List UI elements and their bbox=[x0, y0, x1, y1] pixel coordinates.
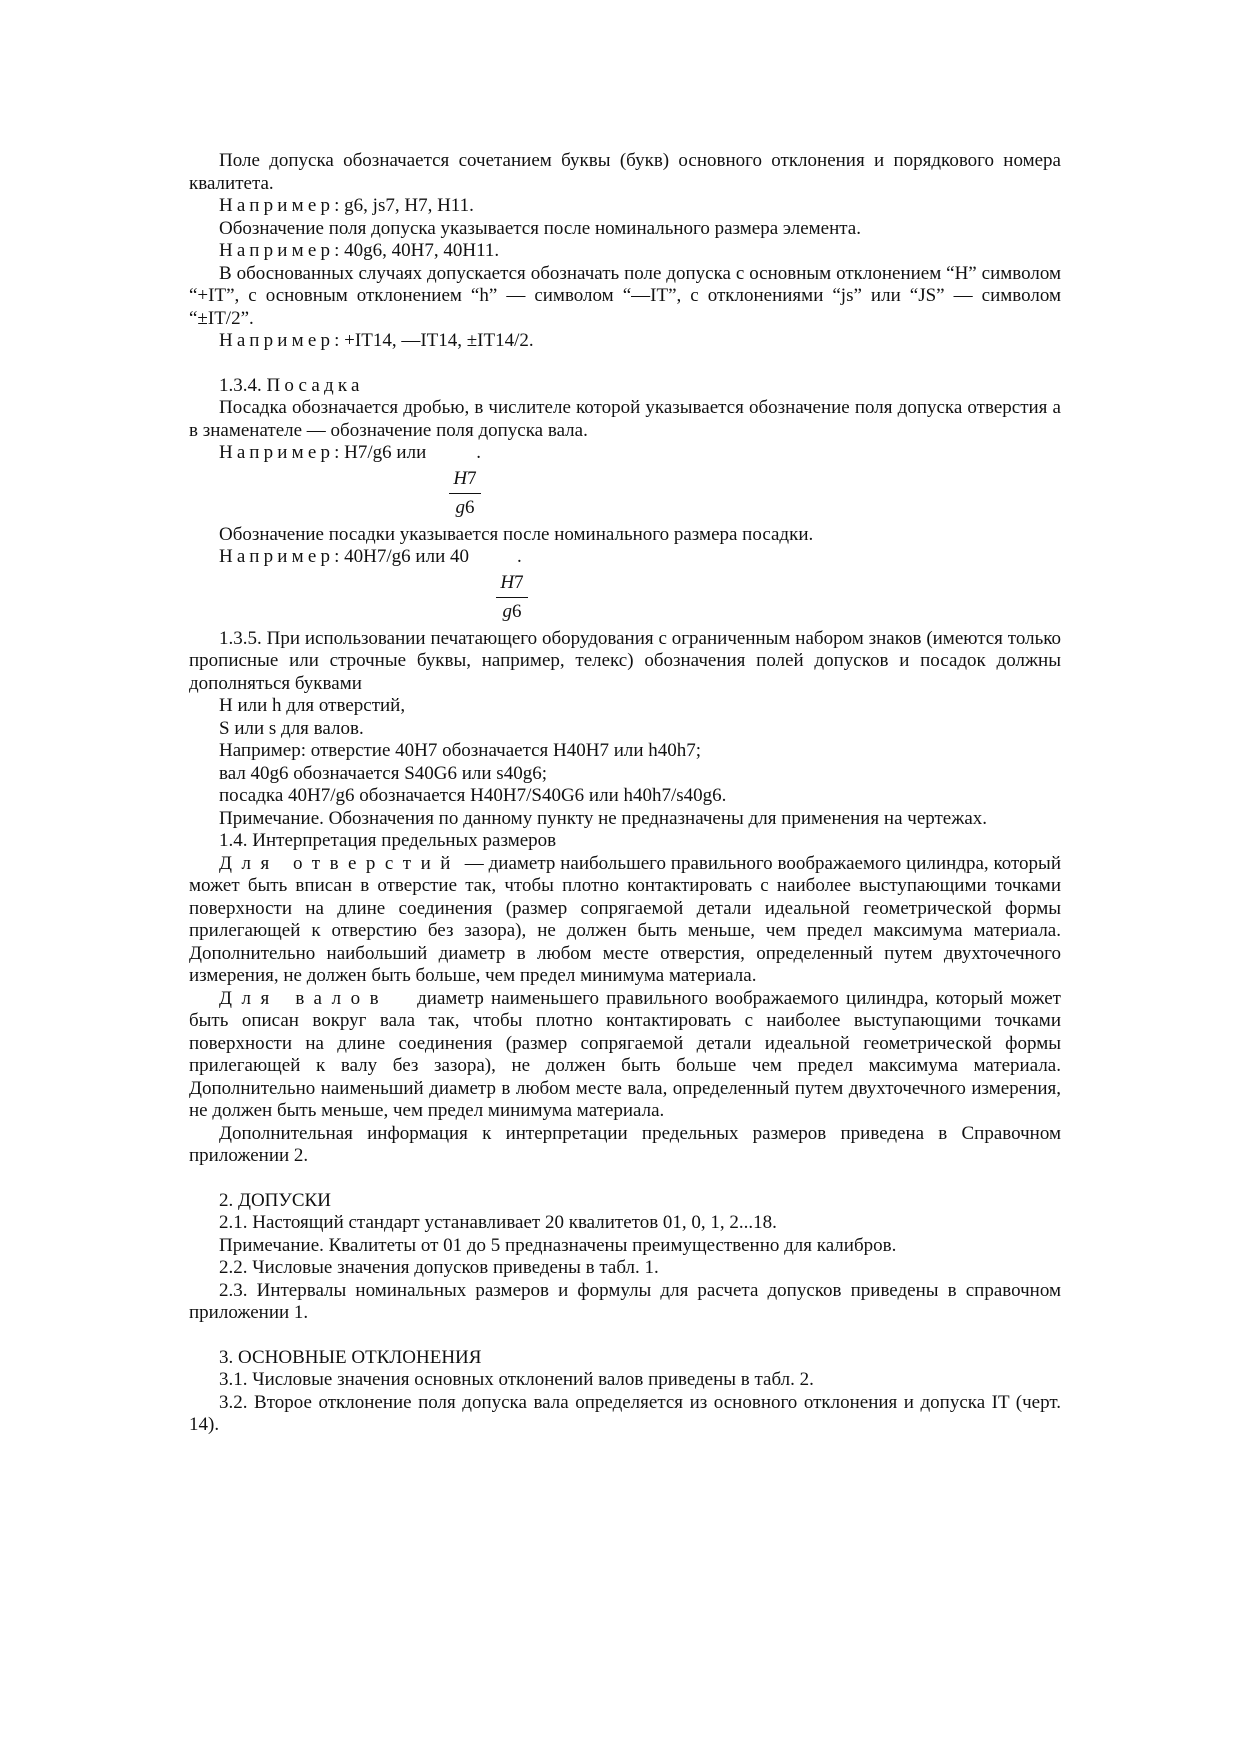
example-label: Например bbox=[219, 195, 335, 216]
paragraph-3-2: 3.2. Второе отклонение поля допуска вала определяется из основного отклонения и допуска IT (черт. 14). bbox=[189, 1391, 1061, 1435]
example-end: . bbox=[476, 442, 481, 463]
note: Примечание. Квалитеты от 01 до 5 предназначены преимущественно для калибров. bbox=[219, 1234, 897, 1256]
example-text: : 40H7/g6 или 40 bbox=[334, 546, 469, 567]
paragraph-additional-info: Дополнительная информация к интерпретации предельных размеров приведена в Справочном приложении 2. bbox=[189, 1122, 1061, 1166]
example-label: Например bbox=[219, 330, 335, 351]
paragraph-shafts bbox=[189, 988, 1061, 1123]
paragraph-2-1: 2.1. Настоящий стандарт устанавливает 20 квалитетов 01, 0, 1, 2...18. bbox=[219, 1212, 777, 1233]
list-item: Например: отверстие 40H7 обозначается H40H7 или h40h7; bbox=[219, 740, 702, 761]
example-line bbox=[189, 195, 1061, 218]
example-end: . bbox=[517, 546, 522, 567]
fraction-row bbox=[189, 465, 1061, 521]
example-line bbox=[189, 442, 1061, 465]
fit-fraction: H7 g6 bbox=[495, 569, 529, 626]
paragraph-2-3: 2.3. Интервалы номинальных размеров и формулы для расчета допусков приведены в справочном приложении 1. bbox=[189, 1279, 1061, 1323]
fraction-row bbox=[189, 569, 1061, 625]
shafts-label: Для валов bbox=[219, 987, 389, 1009]
paragraph-3-1: 3.1. Числовые значения основных отклонений валов приведены в табл. 2. bbox=[219, 1369, 814, 1390]
holes-label: Для отверстий bbox=[219, 852, 460, 874]
paragraph-fit-definition: Посадка обозначается дробью, в числителе которой указывается обозначение поля допуска отверстия а в знаменателе — обозначение поля допуска вала. bbox=[189, 397, 1061, 441]
paragraph-tolerance-field-definition: Поле допуска обозначается сочетанием буквы (букв) основного отклонения и порядкового номера квалитета. bbox=[189, 150, 1061, 194]
example-text: : 40g6, 40H7, 40H11. bbox=[334, 240, 500, 261]
list-item: H или h для отверстий, bbox=[219, 695, 406, 716]
paragraph-fit-position: Обозначение посадки указывается после номинального размера посадки. bbox=[219, 523, 814, 545]
section-title: Посадка bbox=[266, 374, 364, 396]
list-item: S или s для валов. bbox=[219, 717, 364, 739]
paragraph-holes bbox=[189, 853, 1061, 988]
section-heading-tolerances: 2. ДОПУСКИ bbox=[219, 1189, 331, 1211]
holes-text: — диаметр наибольшего правильного воображаемого цилиндра, который может быть вписан в отверстие так, чтобы плотно контактировать с наиболее выступающими точками поверхности на длине соединения (размер сопрягаемой детали идеальной геометрической формы прилегающей к отверстию без зазора), не должен быть меньше, чем предел максимума материала. Дополнительно наибольший диаметр в любом месте отверстия, определенный путем двухточечного измерения, не должен быть больше, чем предел минимума материала. bbox=[189, 852, 1061, 986]
paragraph-it-symbols: В обоснованных случаях допускается обозначать поле допуска с основным отклонением “H” символом “+IT”, с основным отклонением “h” — символом “—IT”, с отклонениями “js” или “JS” — символом “±IT/2”. bbox=[189, 262, 1061, 329]
example-line bbox=[189, 546, 1061, 569]
example-text: : H7/g6 или bbox=[334, 442, 427, 463]
example-label: Например bbox=[219, 546, 335, 567]
section-number: 1.3.4. bbox=[219, 374, 262, 396]
example-label: Например bbox=[219, 240, 335, 261]
shafts-text: диаметр наименьшего правильного воображаемого цилиндра, который может быть описан вокруг вала так, чтобы плотно контактировать с наиболее выступающими точками поверхности на длине соединения (размер сопрягаемой детали идеальной геометрической формы прилегающей к валу без зазора), не должен быть больше чем предел максимума материала. Дополнительно наименьший диаметр в любом месте вала, определенный путем двухточечного измерения, не должен быть меньше, чем предел минимума материала. bbox=[189, 987, 1061, 1121]
paragraph-limited-charset: 1.3.5. При использовании печатающего оборудования с ограниченным набором знаков (имеются только прописные или строчные буквы, например, телекс) обозначения полей допусков и посадок должны дополняться буквами bbox=[189, 627, 1061, 694]
example-text: : +IT14, —IT14, ±IT14/2. bbox=[334, 330, 534, 351]
example-text: : g6, js7, H7, H11. bbox=[334, 195, 474, 216]
document-page bbox=[189, 150, 1061, 1437]
section-heading-interpretation: 1.4. Интерпретация предельных размеров bbox=[219, 830, 557, 851]
fit-fraction: H7 g6 bbox=[448, 465, 482, 522]
paragraph-tolerance-field-position: Обозначение поля допуска указывается после номинального размера элемента. bbox=[219, 217, 861, 239]
example-line bbox=[189, 240, 1061, 263]
section-heading-deviations: 3. ОСНОВНЫЕ ОТКЛОНЕНИЯ bbox=[219, 1346, 482, 1368]
list-item: посадка 40H7/g6 обозначается H40H7/S40G6 или h40h7/s40g6. bbox=[219, 785, 727, 806]
example-line bbox=[189, 330, 1061, 353]
section-heading-fit bbox=[189, 375, 1061, 398]
example-label: Например bbox=[219, 442, 335, 463]
note: Примечание. Обозначения по данному пункту не предназначены для применения на чертежах. bbox=[219, 807, 988, 829]
list-item: вал 40g6 обозначается S40G6 или s40g6; bbox=[219, 762, 547, 784]
paragraph-2-2: 2.2. Числовые значения допусков приведены в табл. 1. bbox=[219, 1257, 659, 1278]
